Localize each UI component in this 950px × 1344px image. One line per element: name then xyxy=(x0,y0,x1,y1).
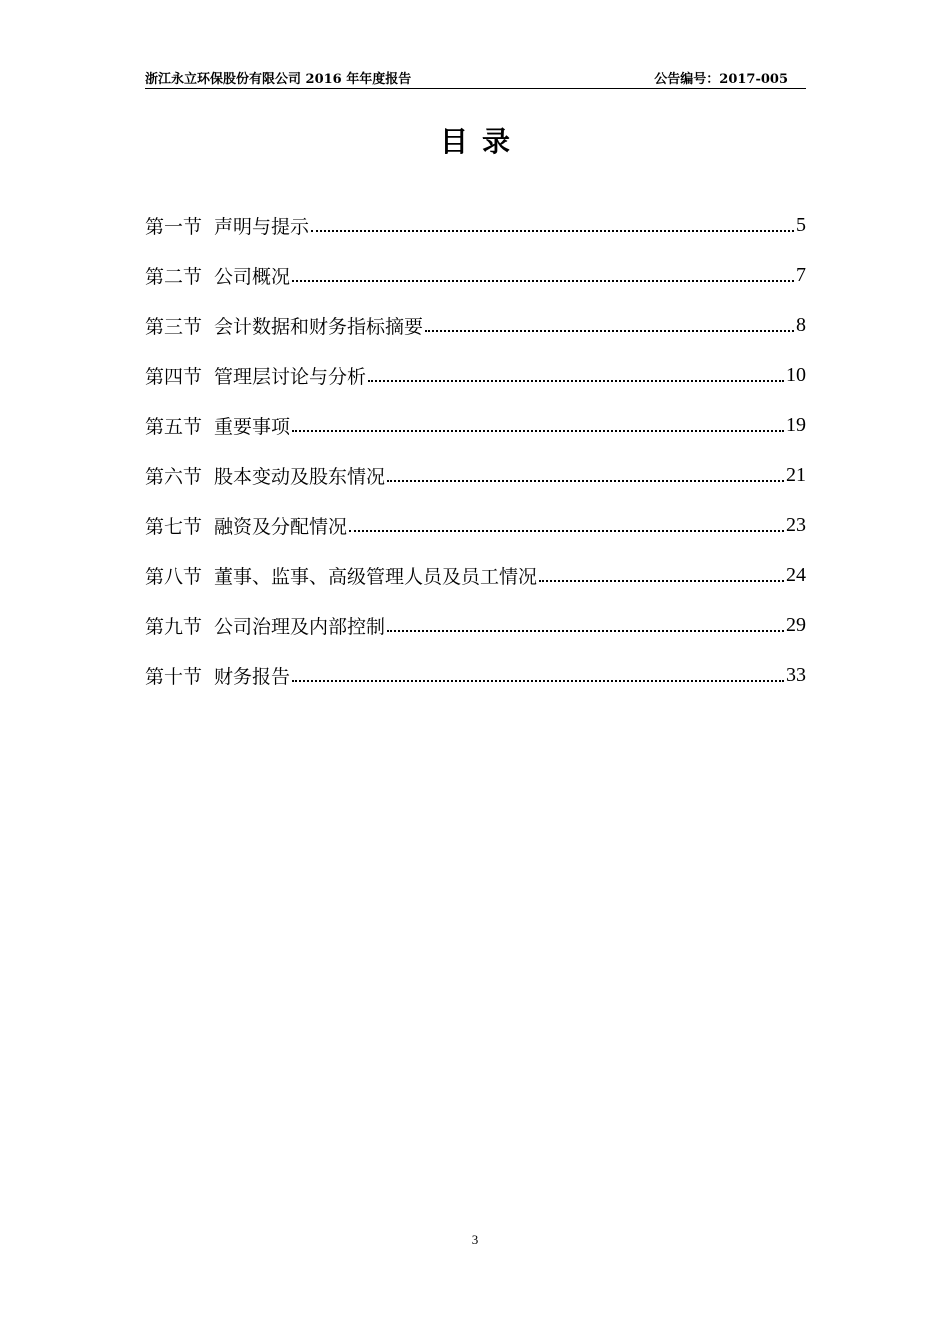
header-announcement-number: 公告编号：2017-005 xyxy=(654,72,788,87)
toc-entry-3[interactable] xyxy=(145,300,806,350)
toc-section-title: 管理层讨论与分析 xyxy=(214,365,367,388)
toc-entry-2[interactable] xyxy=(145,250,806,300)
toc-section-number: 第六节 xyxy=(145,465,203,488)
toc-page-number: 7 xyxy=(796,263,806,286)
toc-entry-7[interactable] xyxy=(145,500,806,550)
toc-dot-leader xyxy=(292,263,794,287)
toc-section-number: 第七节 xyxy=(145,515,203,538)
toc-section-title: 公司治理及内部控制 xyxy=(214,615,386,638)
toc-section-title: 声明与提示 xyxy=(214,215,310,238)
toc-section-title: 重要事项 xyxy=(214,415,291,438)
toc-title: 目录 xyxy=(439,125,524,158)
toc-section-title: 公司概况 xyxy=(214,265,291,288)
toc-section-number: 第八节 xyxy=(145,565,203,588)
toc-entry-4[interactable] xyxy=(145,350,806,400)
page-header xyxy=(145,66,806,89)
toc-page-number: 33 xyxy=(786,663,806,686)
toc-dot-leader xyxy=(425,313,794,337)
toc-section-number: 第二节 xyxy=(145,265,203,288)
toc-entry-9[interactable] xyxy=(145,600,806,650)
toc-page-number: 24 xyxy=(786,563,806,586)
toc-dot-leader xyxy=(292,413,784,437)
toc-page-number: 19 xyxy=(786,413,806,436)
toc-entry-6[interactable] xyxy=(145,450,806,500)
toc-dot-leader xyxy=(311,213,794,237)
toc-entry-10[interactable] xyxy=(145,650,806,700)
toc-dot-leader xyxy=(387,613,784,637)
toc-section-number: 第三节 xyxy=(145,315,203,338)
toc-section-number: 第五节 xyxy=(145,415,203,438)
toc-page-number: 8 xyxy=(796,313,806,336)
toc-page-number: 21 xyxy=(786,463,806,486)
toc-dot-leader xyxy=(539,563,784,587)
toc-section-number: 第一节 xyxy=(145,215,203,238)
toc-section-title: 会计数据和财务指标摘要 xyxy=(214,315,424,338)
toc-section-title: 融资及分配情况 xyxy=(214,515,348,538)
toc-section-number: 第四节 xyxy=(145,365,203,388)
toc-entry-1[interactable] xyxy=(145,200,806,250)
toc-dot-leader xyxy=(387,463,784,487)
toc-dot-leader xyxy=(292,663,784,687)
toc-section-title: 董事、监事、高级管理人员及员工情况 xyxy=(214,565,538,588)
toc-page-number: 29 xyxy=(786,613,806,636)
toc-entry-5[interactable] xyxy=(145,400,806,450)
toc-section-number: 第十节 xyxy=(145,665,203,688)
table-of-contents xyxy=(145,200,806,700)
toc-page-number: 5 xyxy=(796,213,806,236)
toc-entry-8[interactable] xyxy=(145,550,806,600)
header-company-title: 浙江永立环保股份有限公司 2016 年年度报告 xyxy=(145,72,412,87)
toc-section-number: 第九节 xyxy=(145,615,203,638)
toc-section-title: 股本变动及股东情况 xyxy=(214,465,386,488)
toc-page-number: 23 xyxy=(786,513,806,536)
toc-dot-leader xyxy=(368,363,784,387)
page-footer-number: 3 xyxy=(471,1232,479,1247)
toc-section-title: 财务报告 xyxy=(214,665,291,688)
toc-page-number: 10 xyxy=(786,363,806,386)
toc-dot-leader xyxy=(349,513,784,537)
